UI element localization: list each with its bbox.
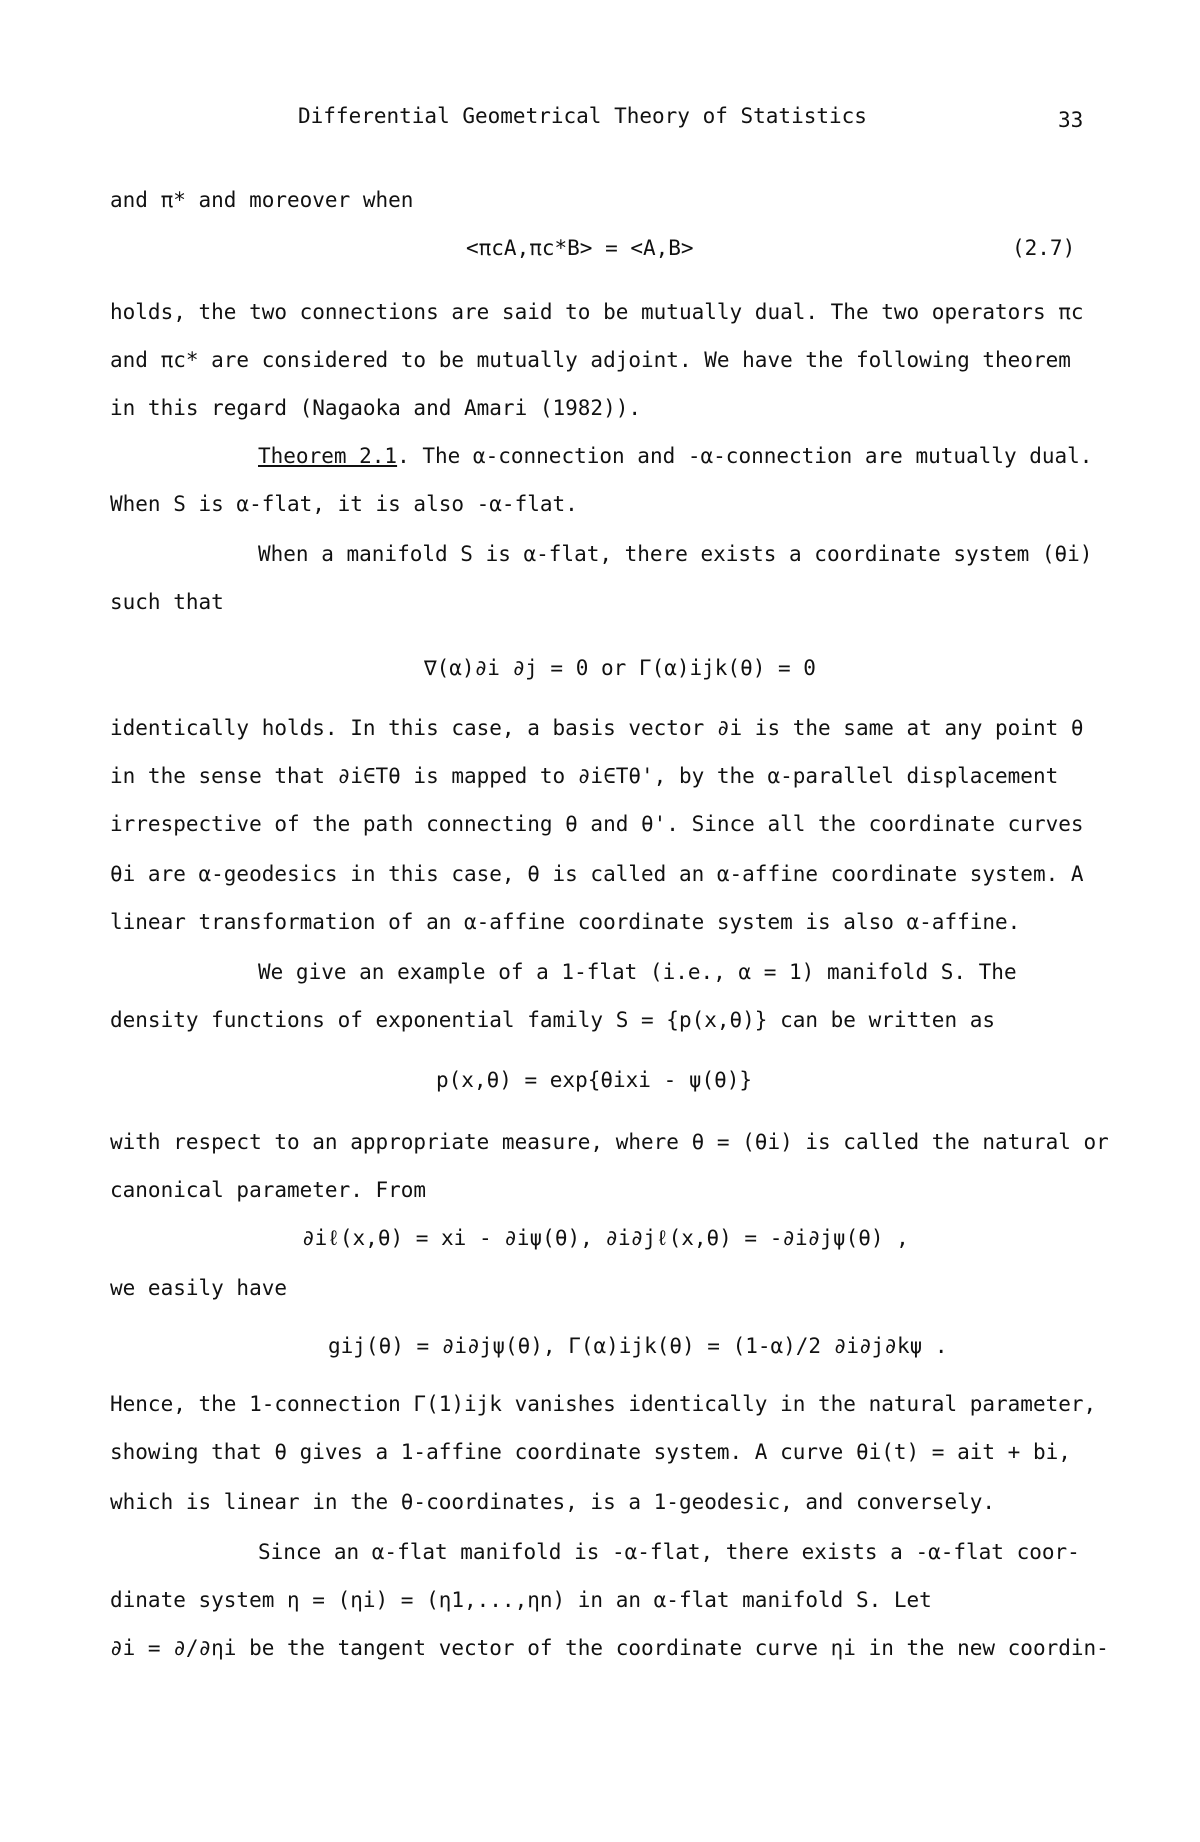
text-line: When a manifold S is α-flat, there exists a coordinate system (θi) <box>258 542 1093 566</box>
page-number: 33 <box>1058 108 1084 132</box>
text-line: such that <box>110 590 224 614</box>
text-line: with respect to an appropriate measure, where θ = (θi) is called the natural or <box>110 1130 1109 1154</box>
text-line: Hence, the 1-connection Γ(1)ijk vanishes identically in the natural parameter, <box>110 1392 1097 1416</box>
equation-metric: gij(θ) = ∂i∂jψ(θ), Γ(α)ijk(θ) = (1-α)/2 ∂i∂j∂kψ . <box>328 1334 948 1358</box>
equation-derivatives: ∂iℓ(x,θ) = xi - ∂iψ(θ), ∂i∂jℓ(x,θ) = -∂i∂jψ(θ) , <box>302 1226 909 1250</box>
text-line: We give an example of a 1-flat (i.e., α = 1) manifold S. The <box>258 960 1017 984</box>
equation-number: (2.7) <box>1012 236 1076 260</box>
text-line: in the sense that ∂i∈Tθ is mapped to ∂i∈Tθ', by the α-parallel displacement <box>110 764 1059 788</box>
text-line: ∂i = ∂/∂ηi be the tangent vector of the coordinate curve ηi in the new coordin- <box>110 1636 1109 1660</box>
text-line: dinate system η = (ηi) = (η1,...,ηn) in an α-flat manifold S. Let <box>110 1588 932 1612</box>
text-line: and πc* are considered to be mutually adjoint. We have the following theorem <box>110 348 1071 372</box>
text-line: Since an α-flat manifold is -α-flat, there exists a -α-flat coor- <box>258 1540 1080 1564</box>
text-line: and π* and moreover when <box>110 188 414 212</box>
running-title: Differential Geometrical Theory of Statistics <box>298 104 867 128</box>
text-line: irrespective of the path connecting θ and θ'. Since all the coordinate curves <box>110 812 1084 836</box>
theorem-line <box>258 444 1092 468</box>
equation-exponential: p(x,θ) = exp{θixi - ψ(θ)} <box>436 1068 753 1092</box>
text-line: identically holds. In this case, a basis vector ∂i is the same at any point θ <box>110 716 1084 740</box>
equation-flat: ∇(α)∂i ∂j = 0 or Γ(α)ijk(θ) = 0 <box>424 656 816 680</box>
text-line: θi are α-geodesics in this case, θ is called an α-affine coordinate system. A <box>110 862 1084 886</box>
text-line: density functions of exponential family S = {p(x,θ)} can be written as <box>110 1008 996 1032</box>
text-line: canonical parameter. From <box>110 1178 427 1202</box>
text-line: When S is α-flat, it is also -α-flat. <box>110 492 578 516</box>
text-line: in this regard (Nagaoka and Amari (1982)). <box>110 396 642 420</box>
text-line: we easily have <box>110 1276 288 1300</box>
theorem-text: . The α-connection and -α-connection are mutually dual. <box>397 444 1093 468</box>
text-line: linear transformation of an α-affine coordinate system is also α-affine. <box>110 910 1021 934</box>
text-line: holds, the two connections are said to be mutually dual. The two operators πc <box>110 300 1084 324</box>
text-line: which is linear in the θ-coordinates, is a 1-geodesic, and conversely. <box>110 1490 996 1514</box>
theorem-label: Theorem 2.1 <box>258 444 398 468</box>
equation-2-7: <πcA,πc*B> = <A,B> <box>466 236 694 260</box>
text-line: showing that θ gives a 1-affine coordinate system. A curve θi(t) = ait + bi, <box>110 1440 1071 1464</box>
